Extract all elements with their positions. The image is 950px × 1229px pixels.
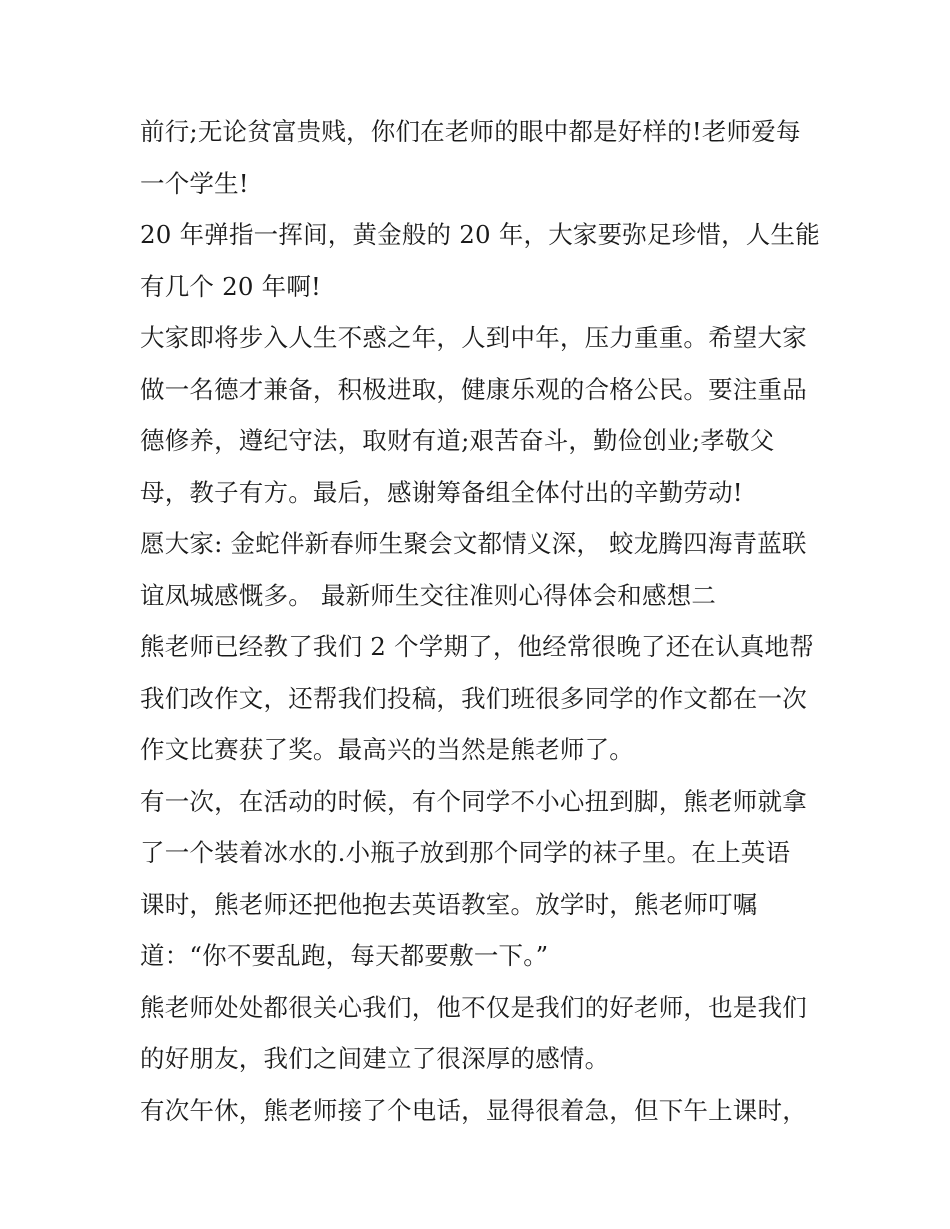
text-line: 愿大家: 金蛇伴新春师生聚会文都情义深， 蛟龙腾四海青蓝联 <box>140 529 807 558</box>
text-line: 大家即将步入人生不惑之年，人到中年，压力重重。希望大家 <box>140 323 807 352</box>
text-line: 的好朋友，我们之间建立了很深厚的感情。 <box>140 1044 610 1073</box>
text-line: 我们改作文，还帮我们投稿，我们班很多同学的作文都在一次 <box>140 683 807 713</box>
text-line: 有一次，在活动的时候，有个同学不小心扭到脚，熊老师就拿 <box>140 786 807 816</box>
text-line: 熊老师处处都很关心我们，他不仅是我们的好老师，也是我们 <box>140 992 807 1022</box>
text-line: 课时，熊老师还把他抱去英语教室。放学时，熊老师叮嘱 <box>140 889 758 919</box>
text-line: 有几个 20 年啊! <box>140 271 322 301</box>
text-line: 一个学生! <box>140 168 249 198</box>
document-body <box>140 106 820 1136</box>
text-line: 德修养，遵纪守法，取财有道;艰苦奋斗，勤俭创业;孝敬父 <box>140 426 775 455</box>
text-line: 做一名德才兼备，积极进取，健康乐观的合格公民。要注重品 <box>140 374 807 404</box>
text-line: 道：“你不要乱跑，每天都要敷一下。” <box>140 941 549 970</box>
text-line: 作文比赛获了奖。最高兴的当然是熊老师了。 <box>140 735 634 764</box>
text-line: 有次午休，熊老师接了个电话，显得很着急，但下午上课时， <box>140 1095 807 1125</box>
text-line: 母，教子有方。最后，感谢筹备组全体付出的辛勤劳动! <box>140 477 743 507</box>
text-line: 前行;无论贫富贵贱，你们在老师的眼中都是好样的!老师爱每 <box>140 117 801 146</box>
text-line: 谊凤城感慨多。 最新师生交往准则心得体会和感想二 <box>140 580 717 610</box>
text-line: 20 年弹指一挥间，黄金般的 20 年，大家要弥足珍惜，人生能 <box>140 220 820 249</box>
text-line: 了一个装着冰水的.小瓶子放到那个同学的袜子里。在上英语 <box>140 838 791 867</box>
text-line: 熊老师已经教了我们 2 个学期了，他经常很晚了还在认真地帮 <box>140 632 814 661</box>
